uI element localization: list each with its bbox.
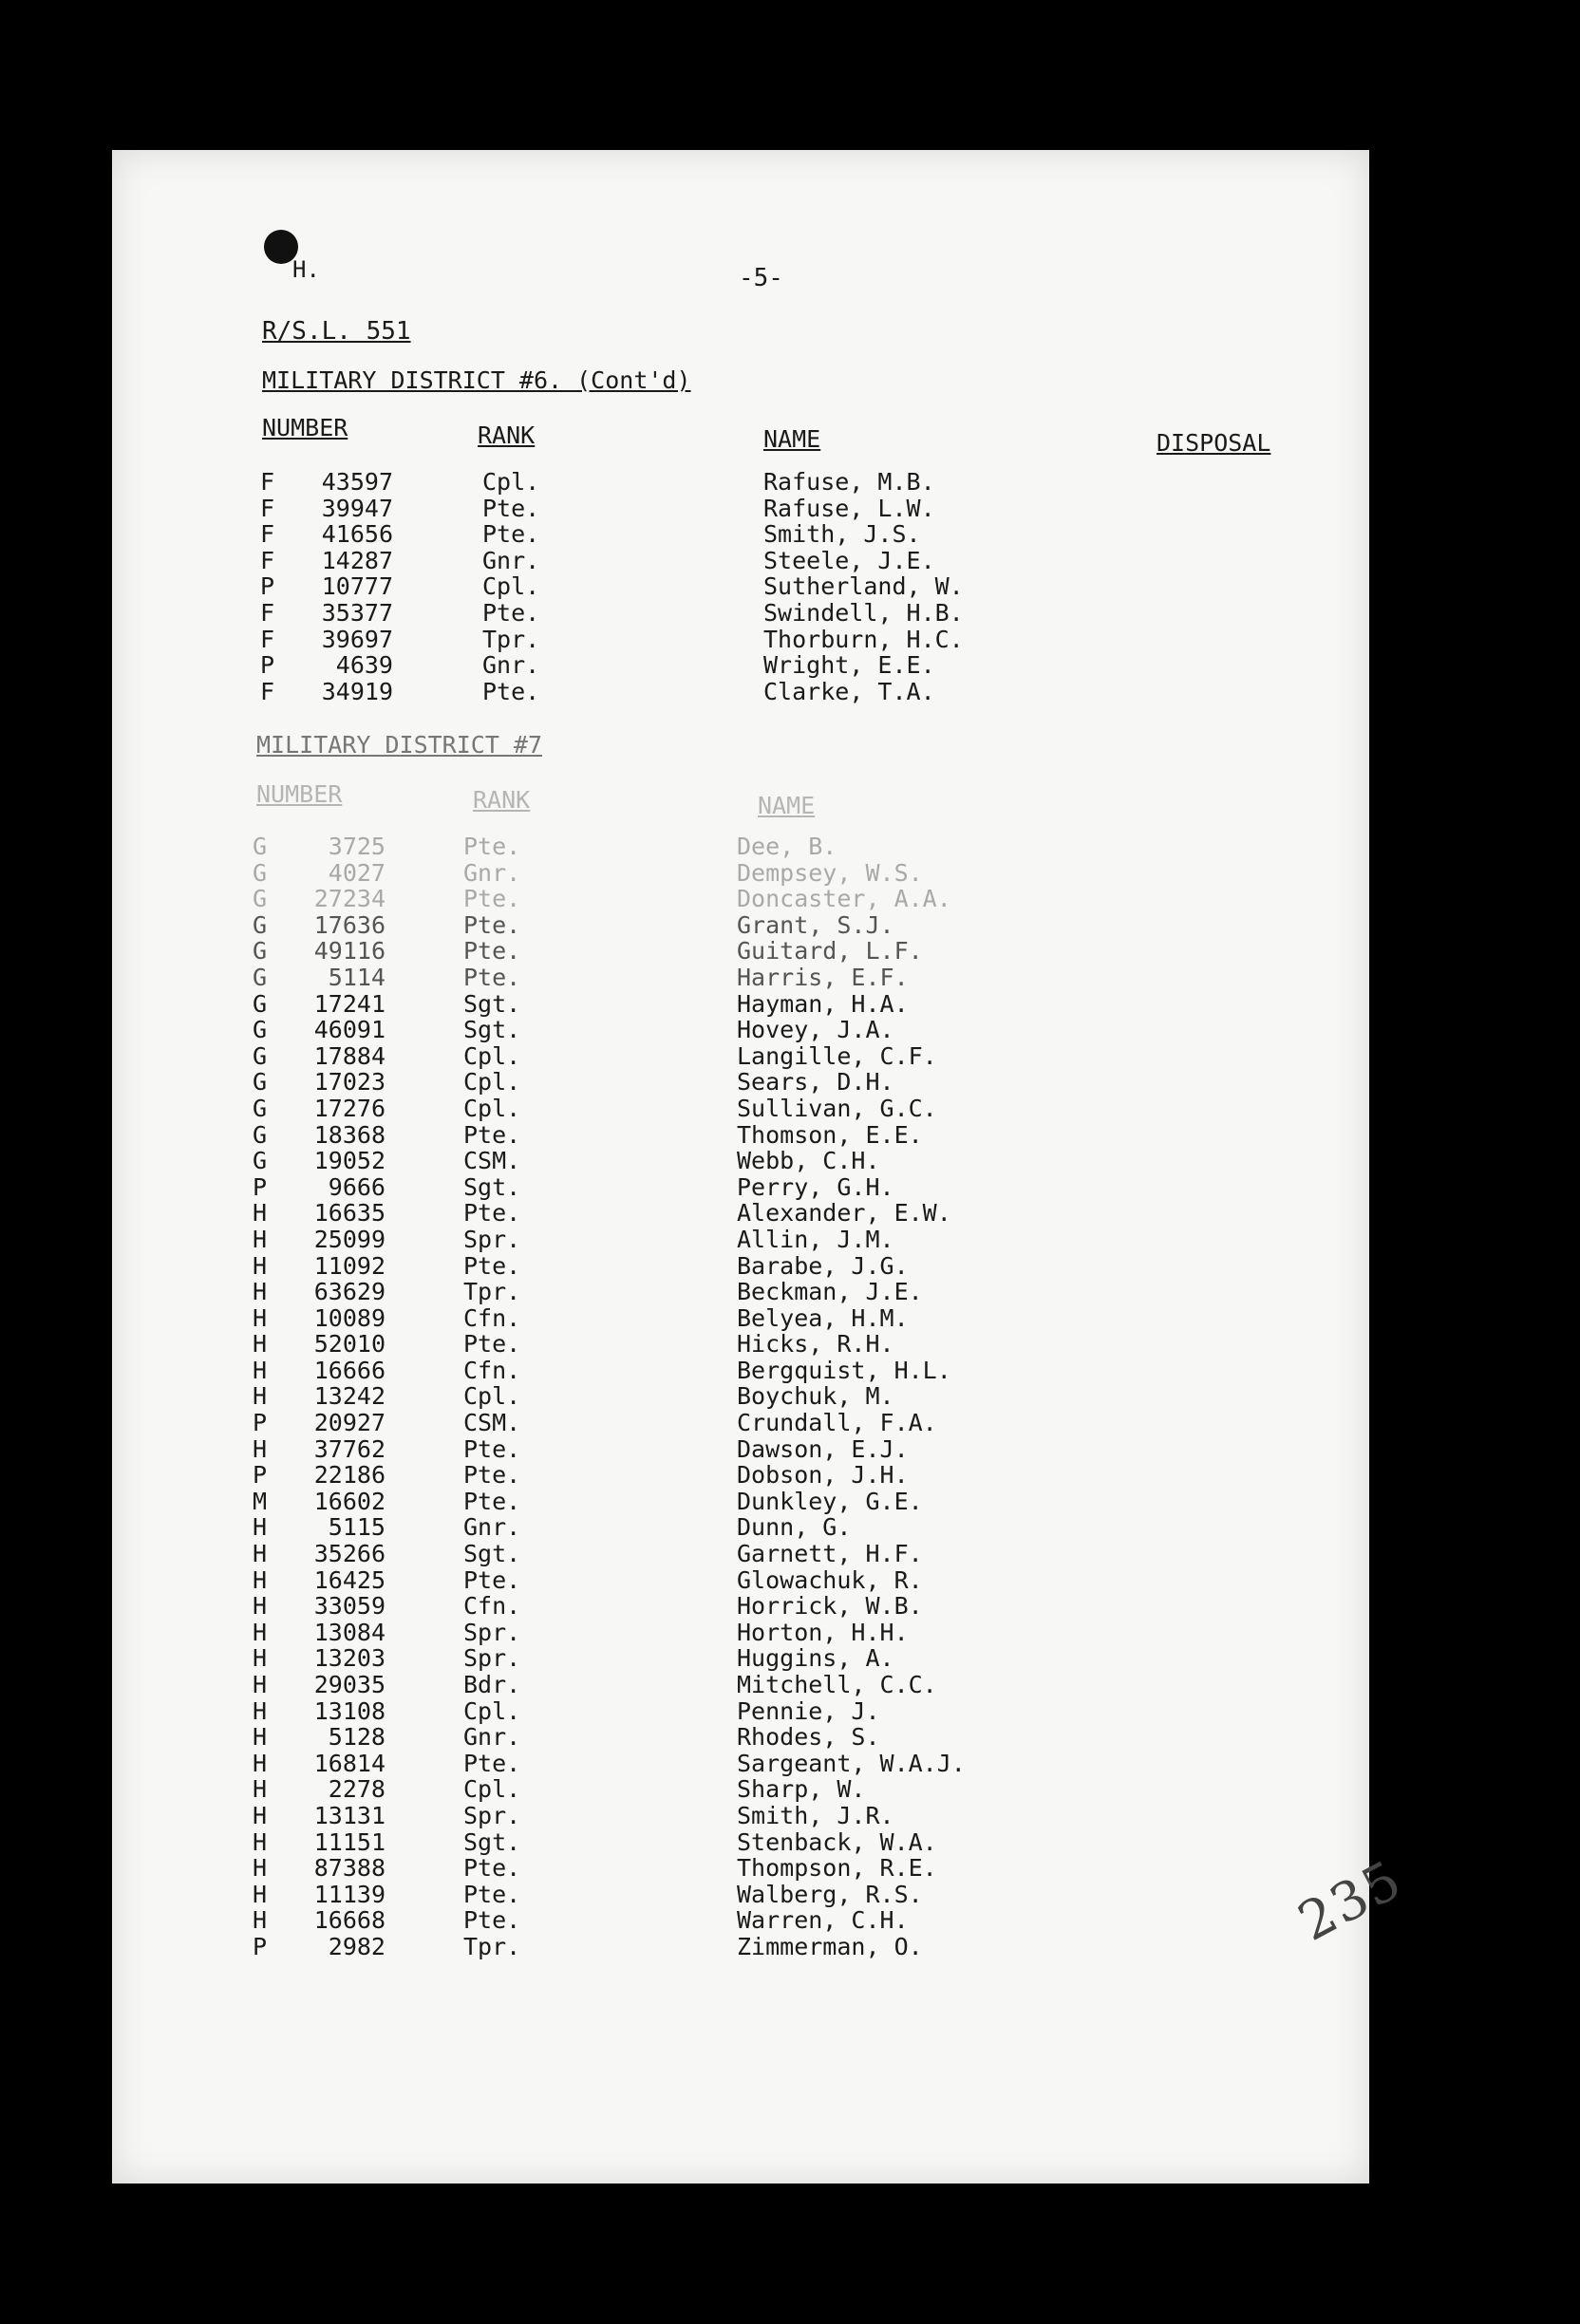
person-name: Alexander, E.W.: [737, 1199, 951, 1228]
service-number: 20927: [313, 1409, 386, 1437]
rank: Cpl.: [482, 572, 540, 601]
service-number: 16666: [313, 1356, 386, 1384]
section-title-md7: MILITARY DISTRICT #7: [256, 731, 543, 759]
rank: Gnr.: [482, 546, 540, 574]
service-number: 22186: [313, 1461, 386, 1490]
handwritten-annotation: 235: [1288, 1848, 1413, 1954]
person-name: Boychuk, M.: [737, 1382, 894, 1411]
person-name: Horrick, W.B.: [737, 1592, 923, 1621]
rank: Pte.: [482, 598, 540, 627]
rank: Sgt.: [463, 1172, 521, 1201]
person-name: Webb, C.H.: [737, 1147, 880, 1175]
service-number: 4639: [335, 651, 393, 680]
number-prefix: G: [253, 937, 268, 965]
person-name: Zimmerman, O.: [737, 1932, 923, 1960]
rank: Pte.: [463, 1330, 521, 1359]
number-prefix: H: [253, 1775, 268, 1804]
number-prefix: H: [253, 1854, 268, 1883]
person-name: Crundall, F.A.: [737, 1409, 937, 1437]
person-name: Perry, G.H.: [737, 1172, 894, 1201]
person-name: Swindell, H.B.: [763, 598, 964, 627]
number-prefix: H: [253, 1513, 268, 1542]
service-number: 16635: [313, 1199, 386, 1228]
number-prefix: G: [253, 1094, 268, 1122]
service-number: 11092: [313, 1251, 386, 1280]
service-number: 63629: [313, 1278, 386, 1306]
service-number: 43597: [321, 468, 393, 496]
number-prefix: H: [253, 1303, 268, 1332]
rank: Pte.: [463, 1906, 521, 1935]
number-prefix: F: [260, 677, 275, 705]
number-prefix: G: [253, 910, 268, 939]
number-prefix: F: [260, 546, 275, 574]
person-name: Dunn, G.: [737, 1513, 852, 1542]
number-prefix: F: [260, 598, 275, 627]
service-number: 13203: [313, 1644, 386, 1673]
service-number: 13108: [313, 1696, 386, 1725]
service-number: 13242: [313, 1382, 386, 1411]
rank: Cpl.: [482, 468, 540, 496]
number-prefix: F: [260, 520, 275, 549]
service-number: 13084: [313, 1618, 386, 1646]
number-prefix: G: [253, 885, 268, 913]
number-prefix: H: [253, 1696, 268, 1725]
rank: Spr.: [463, 1644, 521, 1673]
person-name: Guitard, L.F.: [737, 937, 923, 965]
number-prefix: H: [253, 1906, 268, 1935]
service-number: 49116: [313, 937, 386, 965]
person-name: Clarke, T.A.: [763, 677, 935, 705]
number-prefix: H: [253, 1225, 268, 1253]
rank: Pte.: [463, 937, 521, 965]
service-number: 11139: [313, 1880, 386, 1908]
number-prefix: P: [253, 1932, 268, 1960]
service-number: 19052: [313, 1147, 386, 1175]
service-number: 2278: [328, 1775, 386, 1804]
rank: Spr.: [463, 1225, 521, 1253]
number-prefix: G: [253, 1147, 268, 1175]
number-prefix: G: [253, 1016, 268, 1044]
document-page: [112, 150, 1413, 2183]
rank: Pte.: [463, 1565, 521, 1594]
number-prefix: H: [253, 1618, 268, 1646]
reference-code: R/S.L. 551: [262, 317, 411, 346]
rank: Sgt.: [463, 1016, 521, 1044]
rank: Cpl.: [463, 1775, 521, 1804]
service-number: 10777: [321, 572, 393, 601]
number-prefix: G: [253, 858, 268, 887]
number-prefix: H: [253, 1251, 268, 1280]
person-name: Smith, J.S.: [763, 520, 921, 549]
rank: Cfn.: [463, 1303, 521, 1332]
rank: Pte.: [463, 1880, 521, 1908]
person-name: Garnett, H.F.: [737, 1540, 923, 1568]
service-number: 35266: [313, 1540, 386, 1568]
person-name: Sargeant, W.A.J.: [737, 1749, 966, 1777]
service-number: 52010: [313, 1330, 386, 1359]
person-name: Belyea, H.M.: [737, 1303, 909, 1332]
rank: Bdr.: [463, 1671, 521, 1698]
person-name: Rafuse, L.W.: [763, 494, 935, 522]
number-prefix: G: [253, 989, 268, 1018]
service-number: 35377: [321, 598, 393, 627]
number-prefix: H: [253, 1827, 268, 1856]
person-name: Hayman, H.A.: [737, 989, 909, 1018]
header-number-md7: NUMBER: [256, 780, 343, 808]
rank: Spr.: [463, 1618, 521, 1646]
person-name: Horton, H.H.: [737, 1618, 909, 1646]
person-name: Barabe, J.G.: [737, 1251, 909, 1280]
header-disposal-md6: DISPOSAL: [1157, 429, 1271, 457]
number-prefix: H: [253, 1592, 268, 1621]
number-prefix: P: [253, 1461, 268, 1490]
service-number: 17241: [313, 989, 386, 1018]
number-prefix: H: [253, 1671, 268, 1698]
rank: Pte.: [463, 1461, 521, 1490]
person-name: Grant, S.J.: [737, 910, 894, 939]
person-name: Hovey, J.A.: [737, 1016, 894, 1044]
service-number: 11151: [313, 1827, 386, 1856]
service-number: 33059: [313, 1592, 386, 1621]
person-name: Langille, C.F.: [737, 1041, 937, 1070]
rank: Sgt.: [463, 989, 521, 1018]
rank: Cpl.: [463, 1382, 521, 1411]
service-number: 37762: [313, 1434, 386, 1463]
service-number: 2982: [328, 1932, 386, 1960]
service-number: 41656: [321, 520, 393, 549]
rank: Pte.: [463, 1749, 521, 1777]
number-prefix: H: [253, 1382, 268, 1411]
person-name: Mitchell, C.C.: [737, 1671, 937, 1698]
number-prefix: H: [253, 1434, 268, 1463]
person-name: Thorburn, H.C.: [763, 625, 964, 653]
person-name: Stenback, W.A.: [737, 1827, 937, 1856]
header-rank-md6: RANK: [478, 422, 536, 449]
page-marker: H.: [292, 256, 320, 283]
service-number: 18368: [313, 1120, 386, 1149]
person-name: Dee, B.: [737, 833, 837, 860]
person-name: Sears, D.H.: [737, 1068, 894, 1096]
rank: CSM.: [463, 1409, 521, 1437]
person-name: Allin, J.M.: [737, 1225, 894, 1253]
number-prefix: H: [253, 1540, 268, 1568]
number-prefix: H: [253, 1278, 268, 1306]
service-number: 87388: [313, 1854, 386, 1883]
rank: Pte.: [482, 520, 540, 549]
number-prefix: F: [260, 468, 275, 496]
service-number: 16668: [313, 1906, 386, 1935]
service-number: 4027: [328, 858, 386, 887]
rank: Tpr.: [463, 1932, 521, 1960]
rank: Pte.: [463, 1251, 521, 1280]
service-number: 10089: [313, 1303, 386, 1332]
rank: Pte.: [463, 885, 521, 913]
service-number: 17636: [313, 910, 386, 939]
rank: Cpl.: [463, 1696, 521, 1725]
rank: Gnr.: [463, 1513, 521, 1542]
number-prefix: F: [260, 494, 275, 522]
person-name: Rhodes, S.: [737, 1723, 880, 1752]
service-number: 17884: [313, 1041, 386, 1070]
service-number: 17023: [313, 1068, 386, 1096]
rank: Gnr.: [482, 651, 540, 680]
number-prefix: G: [253, 1041, 268, 1070]
rank: Cpl.: [463, 1094, 521, 1122]
number-prefix: H: [253, 1749, 268, 1777]
person-name: Dunkley, G.E.: [737, 1487, 923, 1515]
rank: Pte.: [463, 963, 521, 991]
service-number: 9666: [328, 1172, 386, 1201]
service-number: 34919: [321, 677, 393, 705]
person-name: Smith, J.R.: [737, 1801, 894, 1829]
rank: Pte.: [482, 494, 540, 522]
service-number: 39947: [321, 494, 393, 522]
rank: Pte.: [463, 910, 521, 939]
person-name: Thompson, R.E.: [737, 1854, 937, 1883]
service-number: 5128: [328, 1723, 386, 1752]
number-prefix: P: [260, 651, 275, 680]
service-number: 5114: [328, 963, 386, 991]
number-prefix: G: [253, 833, 268, 860]
number-prefix: P: [260, 572, 275, 601]
person-name: Dawson, E.J.: [737, 1434, 909, 1463]
number-prefix: F: [260, 625, 275, 653]
rank: Pte.: [463, 1434, 521, 1463]
rank: CSM.: [463, 1147, 521, 1175]
person-name: Harris, E.F.: [737, 963, 909, 991]
person-name: Sullivan, G.C.: [737, 1094, 937, 1122]
person-name: Walberg, R.S.: [737, 1880, 923, 1908]
number-prefix: P: [253, 1172, 268, 1201]
rank: Pte.: [463, 1199, 521, 1228]
header-name-md6: NAME: [763, 425, 821, 453]
header-number-md6: NUMBER: [262, 414, 348, 441]
rank: Pte.: [463, 1120, 521, 1149]
number-prefix: H: [253, 1356, 268, 1384]
person-name: Wright, E.E.: [763, 651, 935, 680]
rank: Gnr.: [463, 858, 521, 887]
person-name: Huggins, A.: [737, 1644, 894, 1673]
rank: Cpl.: [463, 1041, 521, 1070]
person-name: Bergquist, H.L.: [737, 1356, 951, 1384]
person-name: Hicks, R.H.: [737, 1330, 894, 1359]
rank: Gnr.: [463, 1723, 521, 1752]
person-name: Glowachuk, R.: [737, 1565, 923, 1594]
person-name: Dobson, J.H.: [737, 1461, 909, 1490]
number-prefix: P: [253, 1409, 268, 1437]
service-number: 16602: [313, 1487, 386, 1515]
rank: Tpr.: [463, 1278, 521, 1306]
service-number: 13131: [313, 1801, 386, 1829]
rank: Pte.: [463, 1854, 521, 1883]
person-name: Sharp, W.: [737, 1775, 866, 1804]
service-number: 25099: [313, 1225, 386, 1253]
rank: Spr.: [463, 1801, 521, 1829]
number-prefix: G: [253, 1068, 268, 1096]
service-number: 16425: [313, 1565, 386, 1594]
number-prefix: H: [253, 1565, 268, 1594]
number-prefix: H: [253, 1880, 268, 1908]
number-prefix: G: [253, 1120, 268, 1149]
rank: Sgt.: [463, 1827, 521, 1856]
header-rank-md7: RANK: [473, 786, 531, 814]
person-name: Dempsey, W.S.: [737, 858, 923, 887]
rank: Tpr.: [482, 625, 540, 653]
number-prefix: H: [253, 1199, 268, 1228]
service-number: 39697: [321, 625, 393, 653]
service-number: 5115: [328, 1513, 386, 1542]
person-name: Rafuse, M.B.: [763, 468, 935, 496]
person-name: Steele, J.E.: [763, 546, 935, 574]
service-number: 16814: [313, 1749, 386, 1777]
rank: Pte.: [482, 677, 540, 705]
service-number: 29035: [313, 1671, 386, 1698]
service-number: 17276: [313, 1094, 386, 1122]
person-name: Warren, C.H.: [737, 1906, 909, 1935]
rank: Pte.: [463, 833, 521, 860]
person-name: Beckman, J.E.: [737, 1278, 923, 1306]
person-name: Pennie, J.: [737, 1696, 880, 1725]
person-name: Sutherland, W.: [763, 572, 964, 601]
number-prefix: H: [253, 1330, 268, 1359]
number-prefix: H: [253, 1644, 268, 1673]
service-number: 27234: [313, 885, 386, 913]
rank: Cfn.: [463, 1356, 521, 1384]
number-prefix: H: [253, 1723, 268, 1752]
person-name: Doncaster, A.A.: [737, 885, 951, 913]
service-number: 46091: [313, 1016, 386, 1044]
service-number: 14287: [321, 546, 393, 574]
number-prefix: G: [253, 963, 268, 991]
rank: Pte.: [463, 1487, 521, 1515]
service-number: 3725: [328, 833, 386, 860]
page-number: -5-: [739, 264, 783, 292]
rank: Sgt.: [463, 1540, 521, 1568]
rank: Cfn.: [463, 1592, 521, 1621]
person-name: Thomson, E.E.: [737, 1120, 923, 1149]
header-name-md7: NAME: [758, 792, 816, 819]
number-prefix: H: [253, 1801, 268, 1829]
number-prefix: M: [253, 1487, 268, 1515]
section-title-md6: MILITARY DISTRICT #6. (Cont'd): [262, 366, 691, 394]
rank: Cpl.: [463, 1068, 521, 1096]
